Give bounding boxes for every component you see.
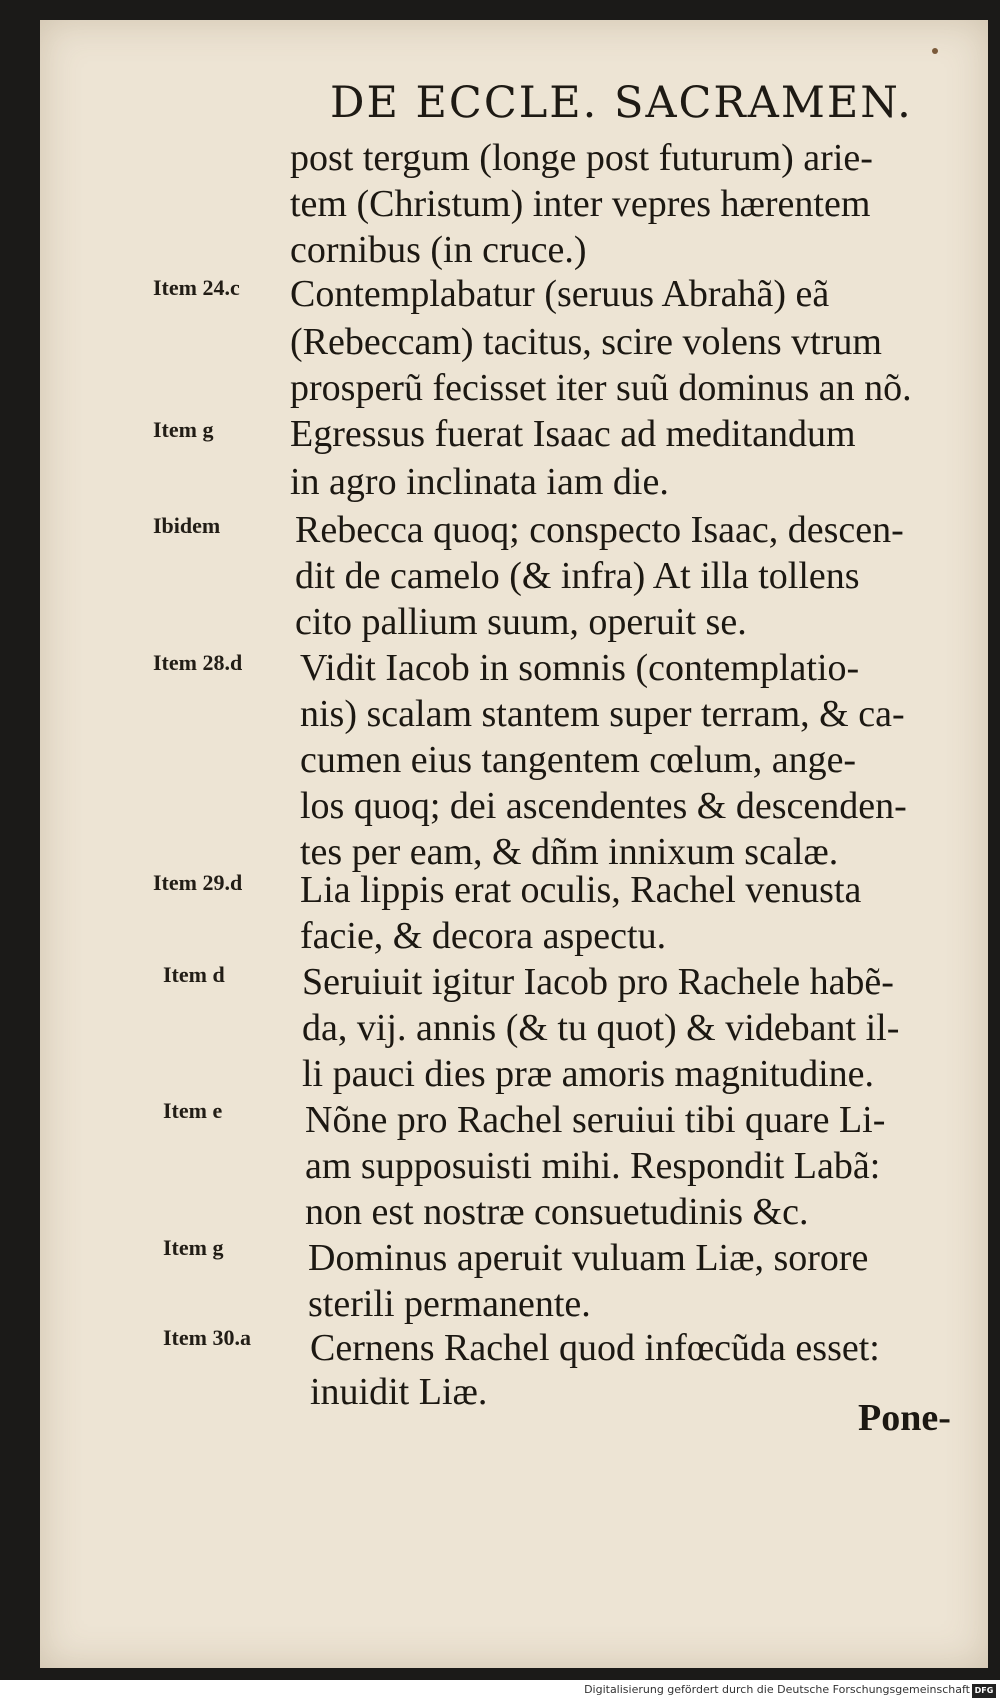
marginal-note: Item 28.d: [153, 650, 243, 675]
digitization-footer: [0, 1680, 1000, 1703]
text-line: cumen eius tangentem cœlum, ange-: [300, 739, 857, 781]
text-line: Rebecca quoq; conspecto Isaac, descen-: [295, 509, 904, 551]
text-line: in agro inclinata iam die.: [290, 461, 669, 503]
text-line: Seruiuit igitur Iacob pro Rachele habẽ-: [302, 961, 894, 1003]
text-line: da, vij. annis (& tu quot) & videbant il-: [302, 1007, 900, 1049]
text-line: nis) scalam stantem super terram, & ca-: [300, 693, 905, 735]
text-line: Egressus fuerat Isaac ad meditandum: [290, 413, 856, 455]
marginal-note: Item g: [163, 1235, 224, 1260]
text-line: prosperũ fecisset iter suũ dominus an nõ.: [290, 367, 912, 409]
text-line: tem (Christum) inter vepres hærentem: [290, 183, 871, 225]
text-line: Lia lippis erat oculis, Rachel venusta: [300, 869, 862, 911]
marginal-note: Item e: [163, 1098, 223, 1123]
text-line: sterili permanente.: [308, 1283, 591, 1325]
marginal-note: Item g: [153, 417, 214, 442]
text-line: cito pallium suum, operuit se.: [295, 601, 747, 643]
dfg-logo-icon: DFG: [972, 1684, 996, 1698]
text-line: inuidit Liæ.: [310, 1371, 488, 1413]
text-line: cornibus (in cruce.): [290, 229, 587, 271]
text-line: non est nostræ consuetudinis &c.: [305, 1191, 809, 1233]
text-line: Cernens Rachel quod infœcũda esset:: [310, 1327, 880, 1369]
funding-credit: Digitalisierung gefördert durch die Deutsche Forschungsgemeinschaft: [584, 1683, 970, 1696]
text-line: los quoq; dei ascendentes & descenden-: [300, 785, 907, 827]
text-line: Vidit Iacob in somnis (contemplatio-: [300, 647, 860, 689]
marginal-note: Item d: [163, 962, 225, 987]
marginal-note: Item 24.c: [153, 275, 240, 300]
text-line: tes per eam, & dñm innixum scalæ.: [300, 831, 839, 873]
ink-spot: [932, 48, 938, 54]
marginal-note: Item 29.d: [153, 870, 243, 895]
text-line: li pauci dies præ amoris magnitudine.: [302, 1053, 875, 1095]
text-line: facie, & decora aspectu.: [300, 915, 667, 957]
text-line: am supposuisti mihi. Respondit Labã:: [305, 1145, 881, 1187]
book-page: [40, 20, 988, 1668]
marginal-note: Item 30.a: [163, 1325, 251, 1350]
text-line: Dominus aperuit vuluam Liæ, sorore: [308, 1237, 869, 1279]
text-line: dit de camelo (& infra) At illa tollens: [295, 555, 860, 597]
text-line: (Rebeccam) tacitus, scire volens vtrum: [290, 321, 882, 363]
marginal-note: Ibidem: [153, 513, 221, 538]
running-head: DE ECCLE. SACRAMEN.: [330, 78, 913, 128]
text-line: post tergum (longe post futurum) arie-: [290, 137, 873, 179]
text-line: Nõne pro Rachel seruiui tibi quare Li-: [305, 1099, 886, 1141]
text-line: Contemplabatur (seruus Abrahã) eã: [290, 273, 830, 315]
catchword: Pone-: [858, 1397, 951, 1439]
